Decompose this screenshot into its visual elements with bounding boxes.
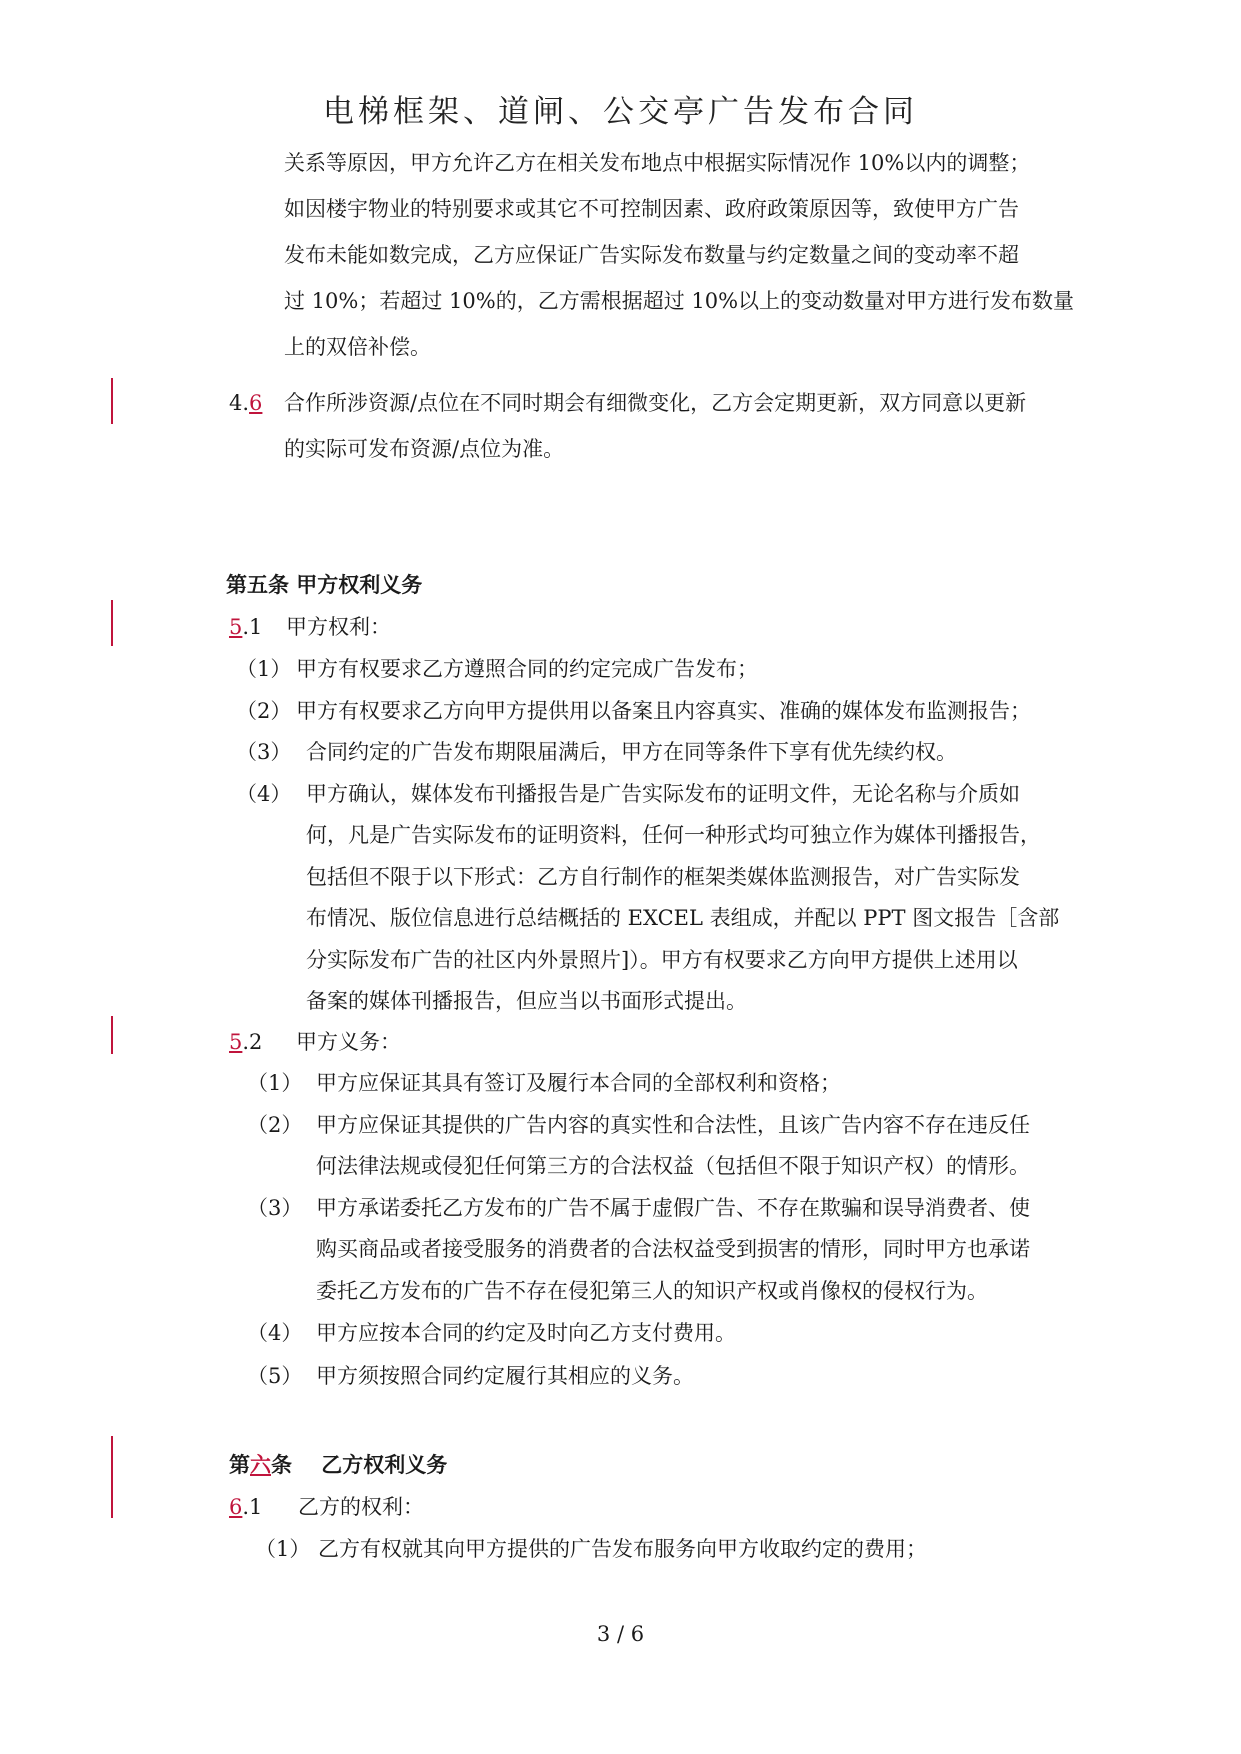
paragraph-line: 上的双倍补偿。 [284, 335, 431, 359]
item-line: 何法律法规或侵犯任何第三方的合法权益（包括但不限于知识产权）的情形。 [316, 1154, 1030, 1178]
section-number-suffix: .1 [242, 1495, 263, 1519]
paragraph-line: 合作所涉资源/点位在不同时期会有细微变化，乙方会定期更新，双方同意以更新 [284, 391, 1027, 415]
item-line: 合同约定的广告发布期限届满后，甲方在同等条件下享有优先续约权。 [306, 740, 957, 764]
item-line: 甲方确认，媒体发布刊播报告是广告实际发布的证明文件，无论名称与介质如 [306, 782, 1020, 806]
section-number-suffix: .2 [242, 1030, 263, 1054]
item-line: 甲方有权要求乙方向甲方提供用以备案且内容真实、准确的媒体发布监测报告； [296, 699, 1031, 723]
page-number: 3 / 6 [596, 1622, 645, 1646]
revised-number: 6 [249, 391, 263, 415]
revised-number: 5 [229, 1030, 243, 1054]
item-line: 包括但不限于以下形式：乙方自行制作的框架类媒体监测报告，对广告实际发 [306, 865, 1020, 889]
item-number: （4） [247, 1321, 303, 1345]
item-line: 甲方有权要求乙方遵照合同的约定完成广告发布； [296, 657, 758, 681]
revision-bar [111, 600, 113, 646]
item-number: （2） [247, 1113, 303, 1137]
item-line: 何，凡是广告实际发布的证明资料，任何一种形式均可独立作为媒体刊播报告， [306, 823, 1041, 847]
item-number: （5） [247, 1364, 303, 1388]
item-number: （3） [236, 740, 292, 764]
section-label: 乙方的权利： [298, 1495, 424, 1519]
item-line: 甲方应保证其提供的广告内容的真实性和合法性，且该广告内容不存在违反任 [316, 1113, 1030, 1137]
item-line: 甲方应按本合同的约定及时向乙方支付费用。 [316, 1321, 736, 1345]
clause-number-prefix: 4. [229, 391, 250, 415]
item-line: 布情况、版位信息进行总结概括的 EXCEL 表组成，并配以 PPT 图文报告［含部 [306, 906, 1060, 930]
paragraph-line: 如因楼宇物业的特别要求或其它不可控制因素、政府政策原因等，致使甲方广告 [284, 197, 1019, 221]
item-line: 备案的媒体刊播报告，但应当以书面形式提出。 [306, 989, 747, 1013]
paragraph-line: 发布未能如数完成，乙方应保证广告实际发布数量与约定数量之间的变动率不超 [284, 243, 1019, 267]
item-line: 分实际发布广告的社区内外景照片]）。甲方有权要求乙方向甲方提供上述用以 [306, 948, 1018, 972]
item-line: 甲方应保证其具有签订及履行本合同的全部权利和资格； [316, 1071, 841, 1095]
revised-number: 5 [229, 615, 243, 639]
article-5-heading: 第五条 甲方权利义务 [226, 572, 423, 597]
revision-bar [111, 378, 113, 424]
clause-number-4-6 [229, 388, 262, 418]
revision-bar [111, 1436, 113, 1518]
revision-bar [111, 1016, 113, 1054]
article-6-heading [229, 1450, 447, 1480]
item-line: 购买商品或者接受服务的消费者的合法权益受到损害的情形，同时甲方也承诺 [316, 1237, 1030, 1261]
section-number-5-1 [229, 612, 262, 642]
section-label: 甲方义务： [296, 1030, 401, 1054]
paragraph-line: 过 10%；若超过 10%的，乙方需根据超过 10%以上的变动数量对甲方进行发布数量 [284, 289, 1075, 313]
item-line: 甲方须按照合同约定履行其相应的义务。 [316, 1364, 694, 1388]
paragraph-line: 的实际可发布资源/点位为准。 [284, 437, 565, 461]
item-line: 甲方承诺委托乙方发布的广告不属于虚假广告、不存在欺骗和误导消费者、使 [316, 1196, 1030, 1220]
item-number: （1） [247, 1071, 303, 1095]
section-number-5-2 [229, 1027, 262, 1057]
item-number: （3） [247, 1196, 303, 1220]
section-number-suffix: .1 [242, 615, 263, 639]
item-number: （4） [236, 782, 292, 806]
revised-heading-number: 六 [250, 1452, 271, 1477]
document-title: 电梯框架、道闸、公交亭广告发布合同 [323, 94, 918, 130]
section-label: 甲方权利： [286, 615, 391, 639]
item-number: （1） [255, 1537, 311, 1561]
revised-number: 6 [229, 1495, 243, 1519]
heading-suffix: 条 乙方权利义务 [271, 1452, 448, 1477]
section-number-6-1 [229, 1492, 262, 1522]
paragraph-line: 关系等原因，甲方允许乙方在相关发布地点中根据实际情况作 10%以内的调整； [284, 151, 1031, 175]
item-number: （2） [236, 699, 292, 723]
item-number: （1） [236, 657, 292, 681]
heading-prefix: 第 [229, 1452, 250, 1477]
item-line: 乙方有权就其向甲方提供的广告发布服务向甲方收取约定的费用； [318, 1537, 927, 1561]
item-line: 委托乙方发布的广告不存在侵犯第三人的知识产权或肖像权的侵权行为。 [316, 1279, 988, 1303]
